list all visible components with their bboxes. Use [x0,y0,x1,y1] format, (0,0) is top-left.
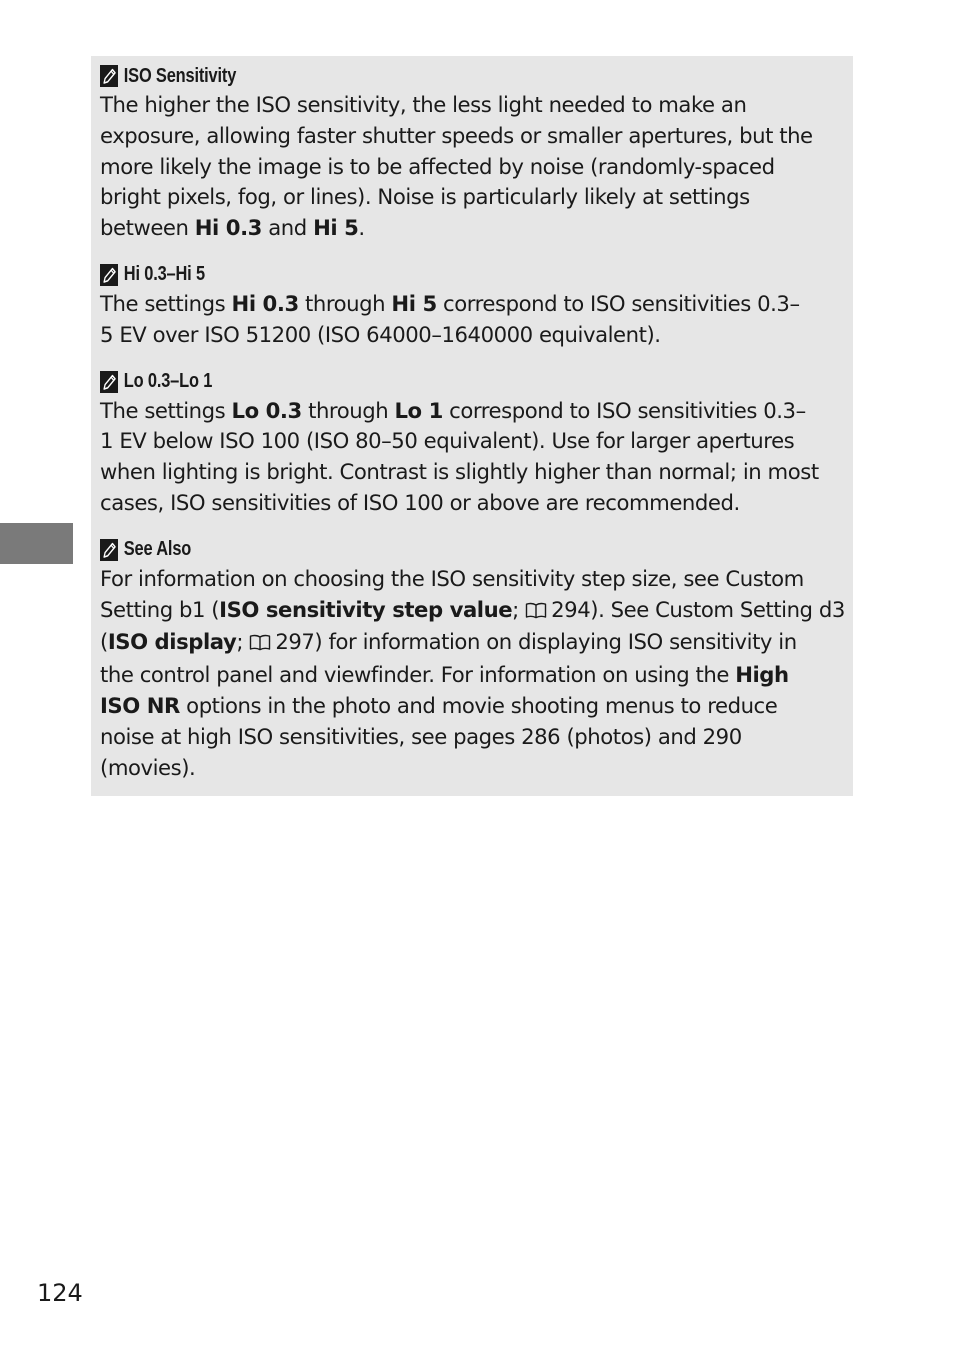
text-line [100,320,841,351]
text-run: exposure, allowing faster shutter speeds or smaller apertures, but the [100,122,813,148]
bold-term: High [735,662,789,688]
text-run: The higher the ISO sensitivity, the less light needed to make an [100,92,747,117]
text-line [100,121,841,152]
note-section [100,368,841,519]
text-run: through [298,290,392,316]
text-run: ( [100,629,108,655]
notes-panel [91,56,853,796]
text-line [100,289,841,320]
note-heading-text: See Also [123,538,192,561]
page-number: 124 [37,1279,83,1307]
note-heading [100,368,708,396]
bold-term: Lo 1 [394,397,443,423]
text-run: correspond to ISO sensitivities 0.3– [436,290,800,316]
text-line [100,426,841,457]
text-line [100,213,841,244]
text-run: 294). See Custom Setting d3 [551,596,845,622]
text-line [100,396,841,427]
book-icon [525,597,547,628]
text-line [100,722,841,753]
text-run: cases, ISO sensitivities of ISO 100 or above are recommended. [100,489,740,515]
text-line [100,627,841,660]
text-run: ; [512,596,526,622]
note-heading-text: Hi 0.3–Hi 5 [123,263,205,286]
note-body [100,396,841,519]
bold-term: ISO display [107,629,237,655]
book-icon [249,629,271,660]
text-run: bright pixels, fog, or lines). Noise is particularly likely at settings [100,184,750,210]
text-run: 1 EV below ISO 100 (ISO 80–50 equivalent). Use for larger apertures [100,428,795,454]
bold-term: Lo 0.3 [231,397,302,423]
bold-term: Hi 5 [313,215,359,241]
text-line [100,660,841,691]
note-heading [100,62,708,90]
chapter-tab-marker [0,523,73,564]
text-run: correspond to ISO sensitivities 0.3– [442,397,806,423]
text-run: between [100,215,195,241]
bold-term: Hi 0.3 [194,215,262,241]
pencil-note-icon [100,371,118,393]
text-run: noise at high ISO sensitivities, see pages 286 (photos) and 290 [100,723,742,749]
text-run: . [358,215,365,241]
note-body [100,564,845,784]
text-run: Setting b1 ( [100,596,220,622]
pencil-note-icon [100,264,118,286]
text-line [100,182,841,213]
note-heading-text: ISO Sensitivity [123,64,237,87]
text-run: options in the photo and movie shooting menus to reduce [179,692,778,718]
text-line [100,90,841,121]
text-run: when lighting is bright. Contrast is slightly higher than normal; in most [100,459,819,485]
note-heading [100,261,708,289]
text-run: The settings [100,290,232,316]
text-run: ; [236,629,250,655]
text-run: and [261,215,314,241]
note-heading [100,536,708,564]
text-run: 297) for information on displaying ISO sensitivity in [275,629,797,655]
text-run: the control panel and viewfinder. For information on using the [100,662,736,688]
text-line [100,457,841,488]
note-body [100,289,841,351]
text-line [100,595,845,628]
text-line [100,691,841,722]
text-line [100,753,841,784]
text-run: more likely the image is to be affected by noise (randomly-spaced [100,153,775,179]
text-run: For information on choosing the ISO sensitivity step size, see Custom [100,565,804,591]
bold-term: Hi 0.3 [231,290,299,316]
text-run: The settings [100,397,232,423]
bold-term: ISO sensitivity step value [219,596,513,622]
note-heading-text: Lo 0.3–Lo 1 [123,370,213,393]
text-line [100,564,841,595]
note-section [100,536,845,784]
text-run: through [301,397,395,423]
bold-term: Hi 5 [391,290,437,316]
text-line [100,488,841,519]
text-run: (movies). [100,754,196,780]
text-run: 5 EV over ISO 51200 (ISO 64000–1640000 equivalent). [100,321,661,347]
note-body [100,90,841,244]
text-line [100,152,841,183]
note-section [100,62,841,244]
note-section [100,261,841,351]
pencil-note-icon [100,539,118,561]
pencil-note-icon [100,65,118,87]
bold-term: ISO NR [100,692,180,718]
